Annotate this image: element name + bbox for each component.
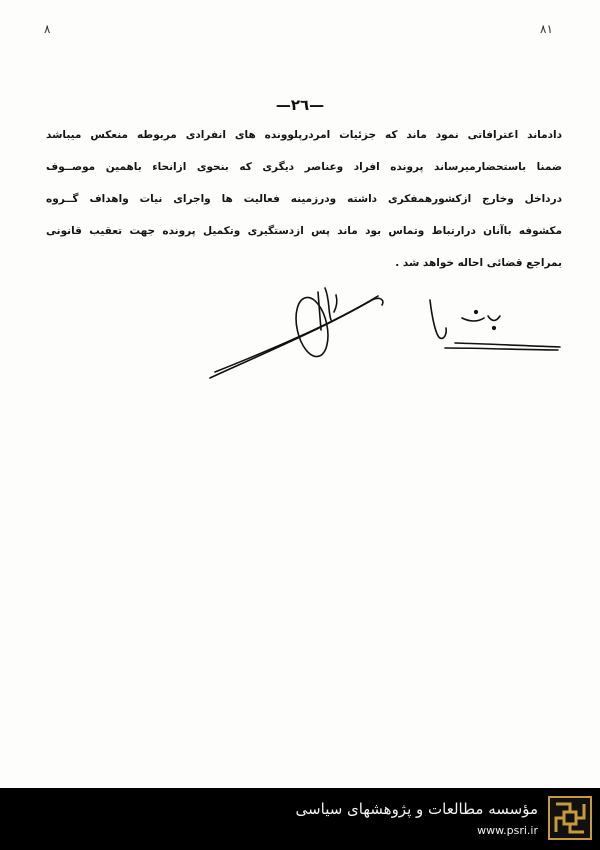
signature-right <box>430 300 560 350</box>
footer-banner <box>0 788 600 850</box>
corner-mark-left: ٨ <box>44 22 51 36</box>
signature-left <box>210 288 383 378</box>
body-line-2: ضمنا باستحضارمیرساند پرونده افراد وعناصر دیگری که بنحوی ازانحاء باهمین موصــوف <box>46 161 562 173</box>
body-line-1: دادماند اعترافاتی نمود ماند که جزئیات امردرپلوونده های انفرادی مربوطه منعکس میباشد <box>46 129 562 141</box>
institute-url[interactable]: www.psri.ir <box>477 824 538 837</box>
body-line-4: مکشوفه باآنان درارتباط وتماس بود ماند پس ازدستگیری وتکمیل پرونده جهت تعقیب قانونی <box>46 225 562 237</box>
body-line-5: بمراجع قضائی احاله خواهد شد . <box>395 257 562 269</box>
body-line-3: درداخل وخارج ازکشورهمفکری داشته ودرزمینه فعالیت ها واجرای نیات واهداف گــروه <box>46 193 562 205</box>
page-number: —٢٦— <box>275 96 325 114</box>
document-body <box>46 126 562 286</box>
logo-emblem-icon <box>550 798 590 838</box>
institute-logo <box>548 796 592 840</box>
institute-name: مؤسسه مطالعات و پژوهشهای سیاسی <box>295 800 538 818</box>
corner-mark-right: ٨١ <box>540 22 553 36</box>
